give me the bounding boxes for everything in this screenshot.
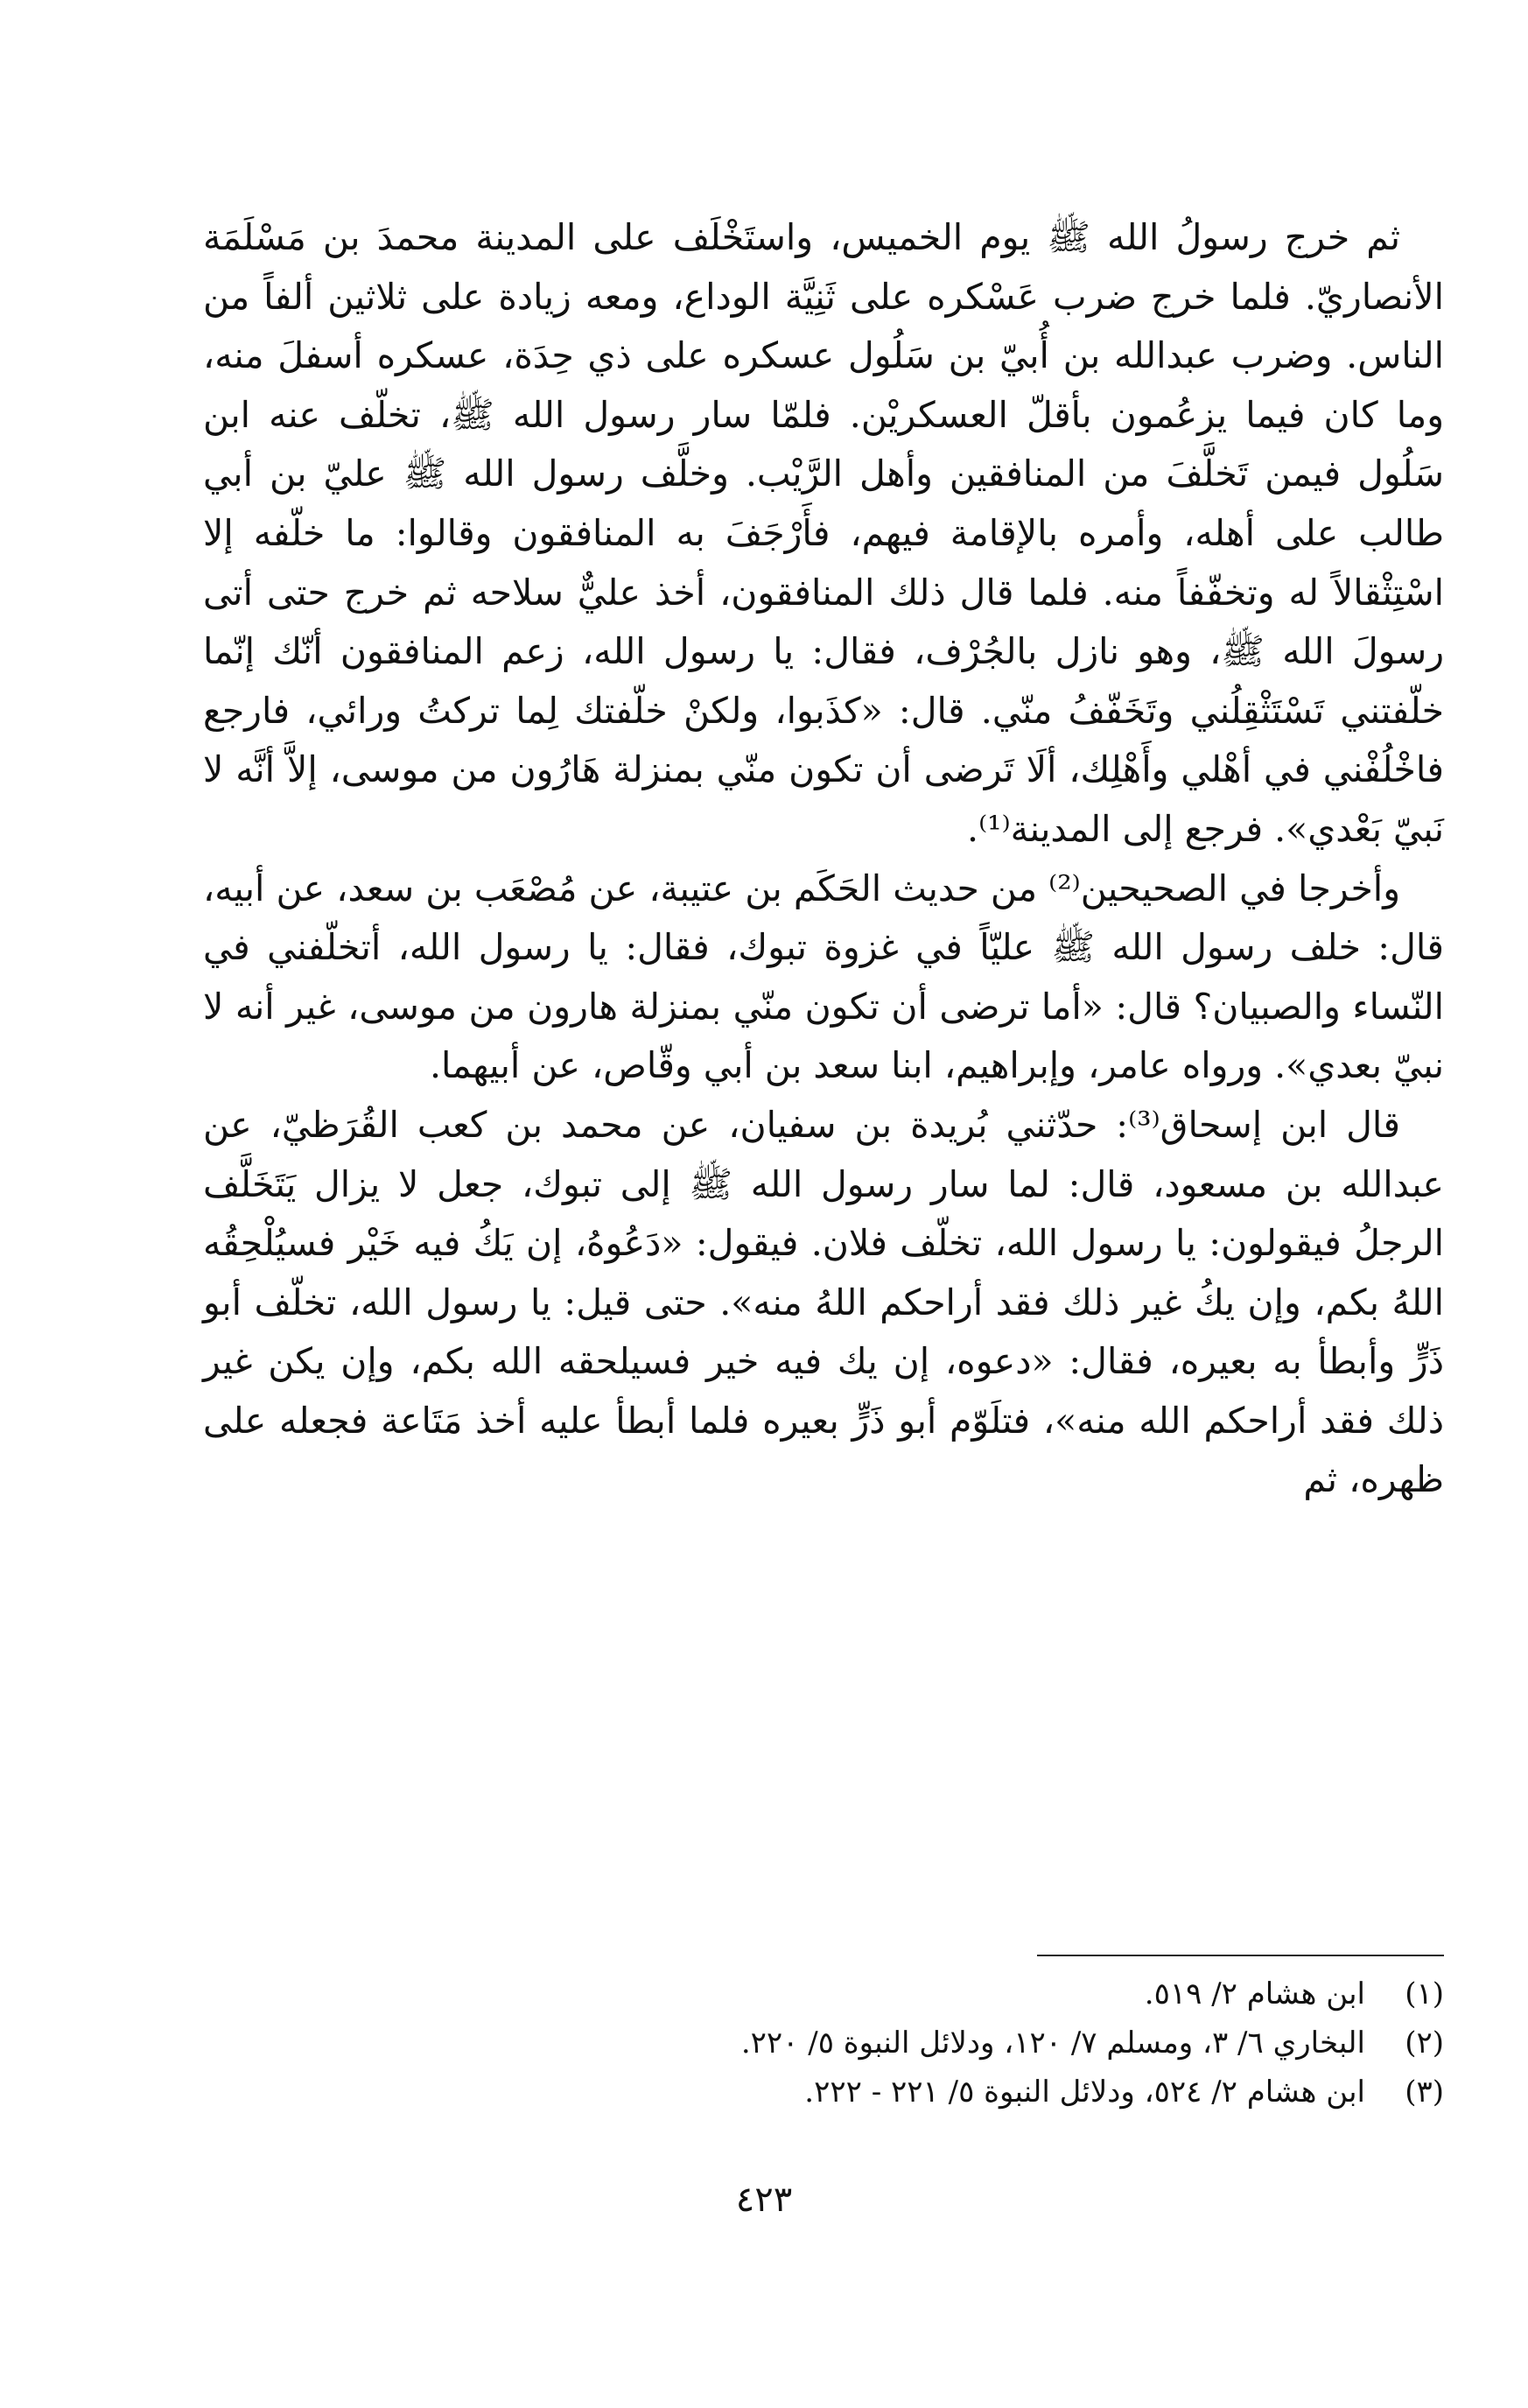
main-text <box>203 208 1444 1510</box>
footnote-item <box>263 1969 1444 2018</box>
footnote-text: البخاري ٦/ ٣، ومسلم ٧/ ١٢٠، ودلائل النبوة ٥/ ٢٢٠. <box>740 2025 1365 2060</box>
footnote-number: (٢) <box>1405 2025 1444 2060</box>
footnote-item <box>263 2018 1444 2068</box>
page-number: ٤٢٣ <box>735 2180 793 2220</box>
paragraph: قال ابن إسحاق⁽³⁾: حدّثني بُريدة بن سفيان، عن محمد بن كعب القُرَظيّ، عن عبدالله بن مسعود، قال: لما سار رسول الله ﷺ إلى تبوك، جعل لا يزال يَتَخَلَّف الرجلُ فيقولون: يا رسول الله، تخلّف فلان. فيقول: «دَعُوهُ، إن يَكُ فيه خَيْر فسيُلْحِقُه اللهُ بكم، وإن يكُ غير ذلك فقد أراحكم اللهُ منه». حتى قيل: يا رسول الله، تخلّف أبو ذَرٍّ وأبطأ به بعيره، فقال: «دعوه، إن يك فيه خير فسيلحقه الله بكم، وإن يكن غير ذلك فقد أراحكم الله منه»، فتلَوّم أبو ذَرٍّ بعيره فلما أبطأ عليه أخذ مَتَاعة فجعله على ظهره، ثم <box>203 1103 1444 1501</box>
footnote-number: (١) <box>1405 1976 1444 2011</box>
paragraph: ثم خرج رسولُ الله ﷺ يوم الخميس، واستَخْلَف على المدينة محمدَ بن مَسْلَمَة الأنصاريّ. فلما خرج ضرب عَسْكره على ثَنِيَّة الوداع، ومعه زيادة على ثلاثين ألفاً من الناس. وضرب عبدالله بن أُبيّ بن سَلُول عسكره على ذي حِدَة، عسكره أسفلَ منه، وما كان فيما يزعُمون بأقلّ العسكريْن. فلمّا سار رسول الله ﷺ، تخلّف عنه ابن سَلُول فيمن تَخلَّفَ من المنافقين وأهل الرَّيْب. وخلَّف رسول الله ﷺ عليّ بن أبي طالب على أهله، وأمره بالإقامة فيهم، فأَرْجَفَ به المنافقون وقالوا: ما خلّفه إلا اسْتِثْقالاً له وتخفّفاً منه. فلما قال ذلك المنافقون، أخذ عليٌّ سلاحه ثم خرج حتى أتى رسولَ الله ﷺ، وهو نازل بالجُرْف، فقال: يا رسول الله، زعم المنافقون أنّك إنّما خلّفتني تَسْتَثْقِلُني وتَخَفّفُ منّي. قال: «كذَبوا، ولكنْ خلّفتك لِما تركتُ ورائي، فارجع فاخْلُفْني في أهْلي وأَهْلِك، ألَا تَرضى أن تكون منّي بمنزلة هَارُون من موسى، إلاَّ أنَّه لا نَبيّ بَعْدي». فرجع إلى المدينة⁽¹⁾. <box>203 216 1444 850</box>
paragraph: وأخرجا في الصحيحين⁽²⁾ من حديث الحَكَم بن عتيبة، عن مُصْعَب بن سعد، عن أبيه، قال: خلف رسول الله ﷺ عليّاً في غزوة تبوك، فقال: يا رسول الله، أتخلّفني في النّساء والصبيان؟ قال: «أما ترضى أن تكون منّي بمنزلة هارون من موسى، غير أنه لا نبيّ بعدي». ورواه عامر، وإبراهيم، ابنا سعد بن أبي وقّاص، عن أبيهما. <box>203 867 1444 1087</box>
footnotes <box>263 1969 1444 2117</box>
footnote-item <box>263 2068 1444 2117</box>
footnote-text: ابن هشام ٢/ ٥١٩. <box>1144 1976 1365 2011</box>
footnote-separator <box>1037 1955 1444 1956</box>
footnote-number: (٣) <box>1405 2075 1444 2110</box>
footnote-text: ابن هشام ٢/ ٥٢٤، ودلائل النبوة ٥/ ٢٢١ - ٢٢٢. <box>804 2075 1365 2110</box>
